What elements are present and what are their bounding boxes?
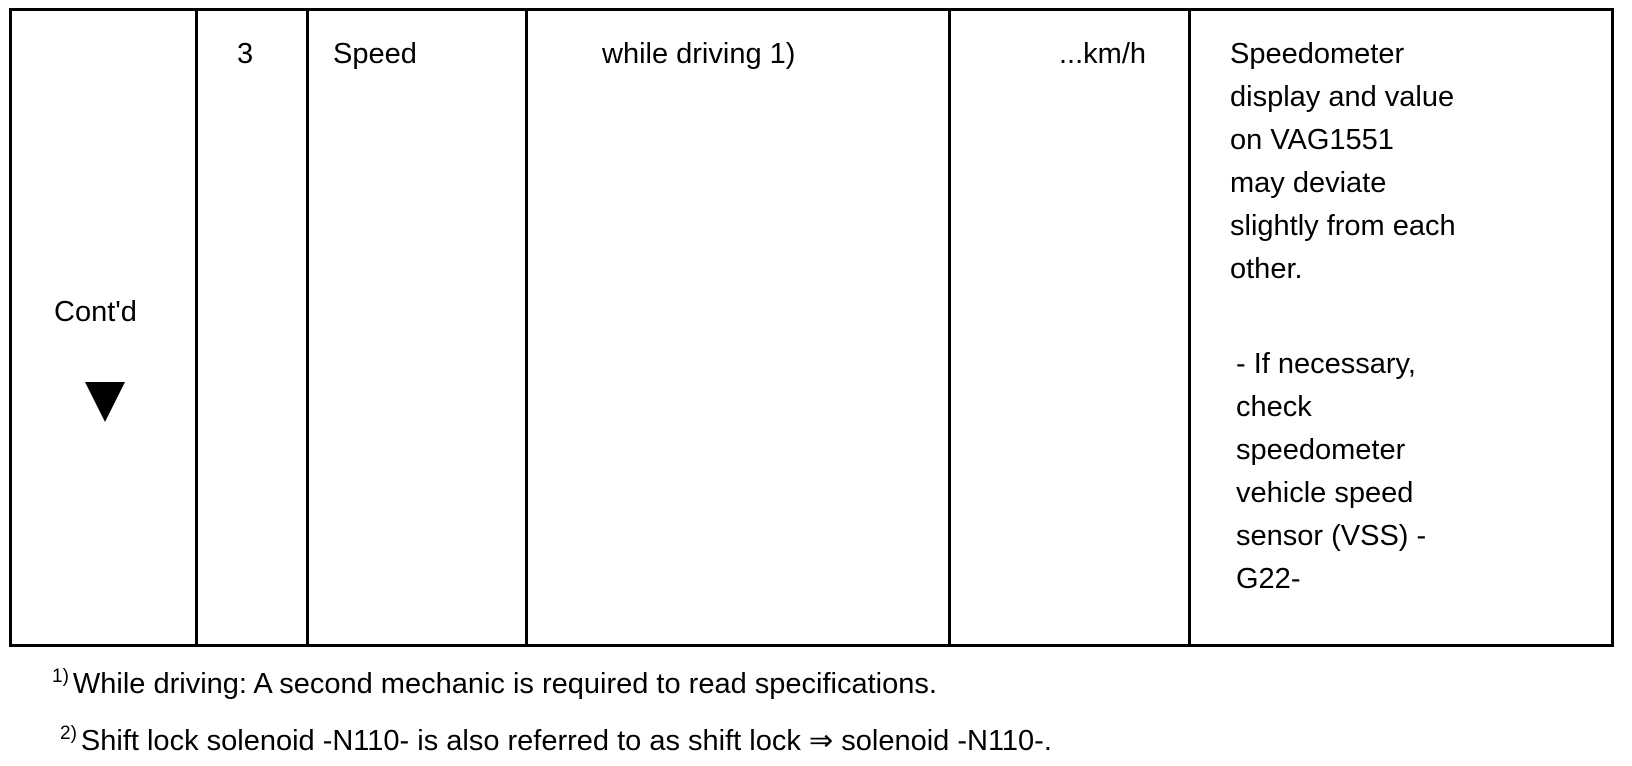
footnote-text: Shift lock solenoid -N110- is also referred to as shift lock ⇒ solenoid -N110-. [80, 725, 1052, 757]
note-line: may deviate [1230, 167, 1387, 199]
footnote-2 [60, 723, 1052, 763]
display-field-number: 3 [237, 38, 254, 70]
note-line: Speedometer [1230, 38, 1405, 70]
condition-text: while driving 1) [602, 38, 796, 70]
column-divider [306, 11, 309, 644]
footnote-marker: 1) [52, 666, 69, 687]
action-line: vehicle speed [1236, 477, 1414, 509]
column-divider [195, 11, 198, 644]
footnote-text: While driving: A second mechanic is required to read specifications. [72, 668, 937, 700]
column-divider [1188, 11, 1191, 644]
note-line: display and value [1230, 81, 1455, 113]
action-text [1236, 343, 1606, 601]
action-line: sensor (VSS) - [1236, 520, 1427, 552]
action-line: G22- [1236, 563, 1301, 595]
note-text [1230, 33, 1605, 291]
column-divider [948, 11, 951, 644]
action-line: check [1236, 391, 1312, 423]
footnote-marker: 2) [60, 723, 77, 744]
note-line: on VAG1551 [1230, 124, 1394, 156]
footnote-1 [52, 666, 937, 706]
note-line: slightly from each [1230, 210, 1456, 242]
specification-value: ...km/h [1058, 38, 1146, 70]
specification-table [9, 8, 1614, 647]
display-label: Speed [333, 38, 417, 70]
down-triangle-icon [85, 382, 125, 422]
column-divider [525, 11, 528, 644]
action-line: - If necessary, [1236, 348, 1416, 380]
action-line: speedometer [1236, 434, 1406, 466]
note-line: other. [1230, 253, 1303, 285]
continued-label: Cont'd [54, 296, 137, 328]
